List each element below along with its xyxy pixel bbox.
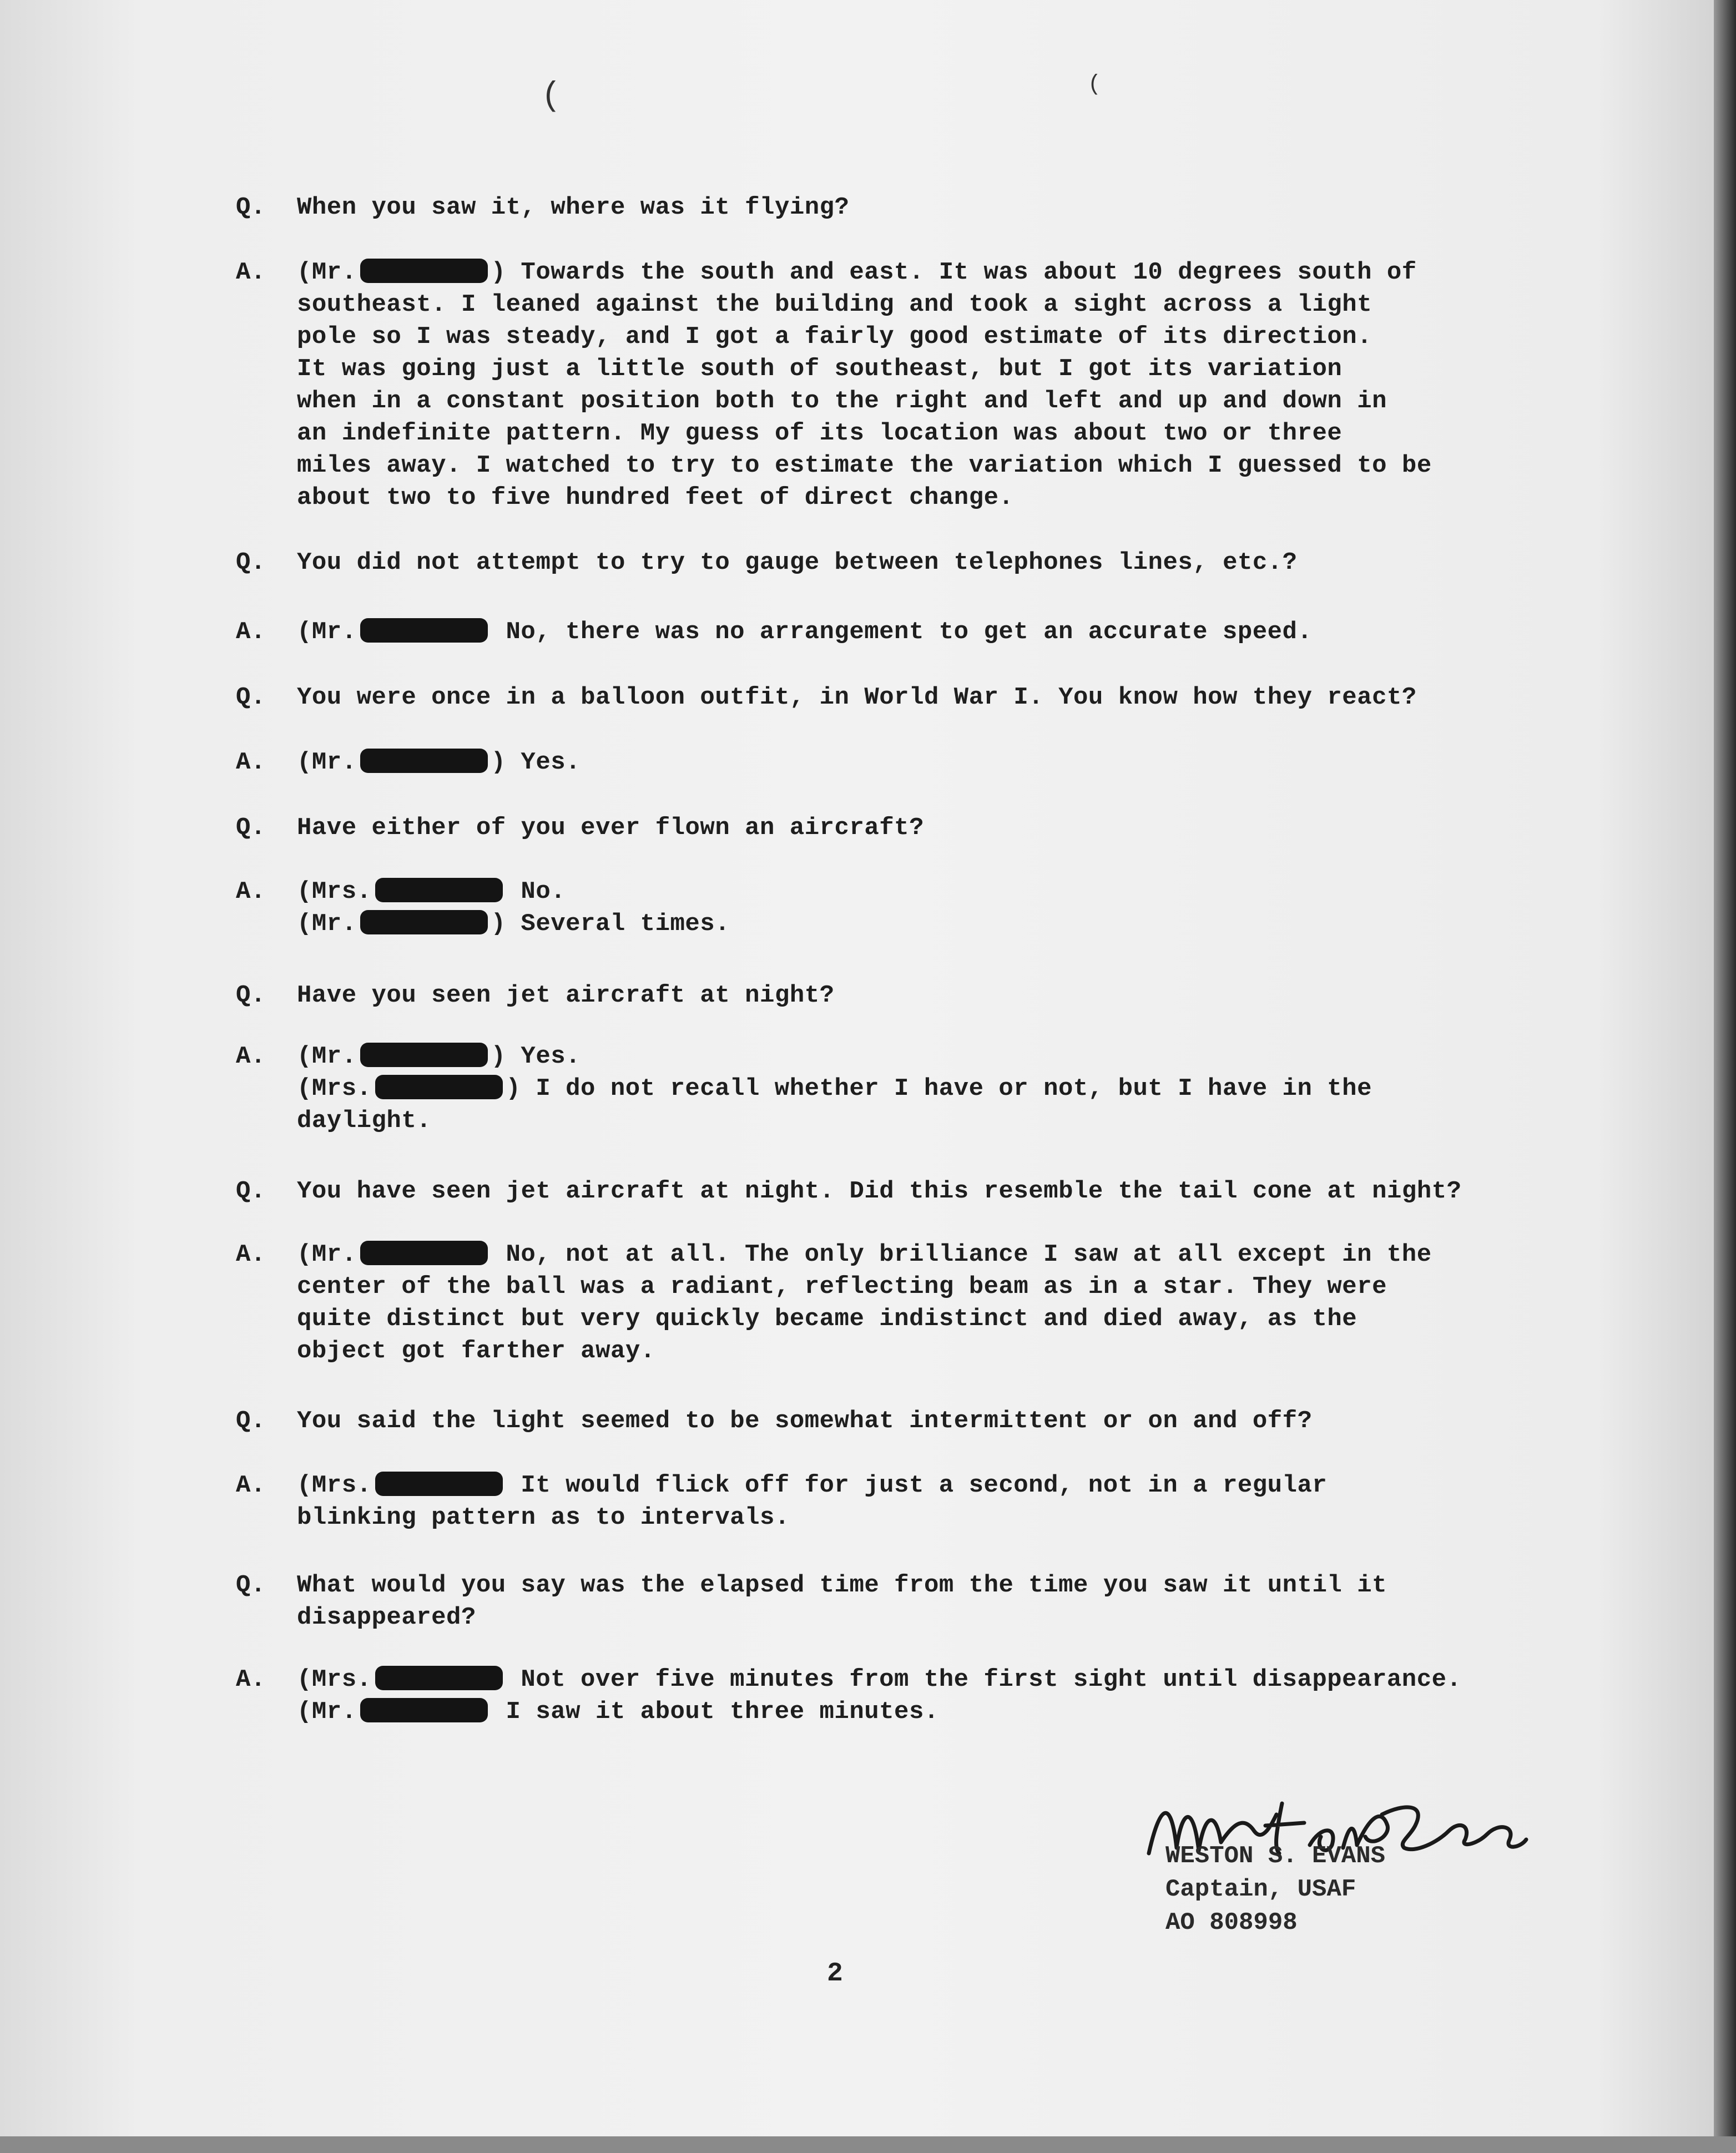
redacted-name: [375, 1075, 503, 1099]
redacted-name: [360, 910, 488, 934]
answer: A. (Mr. ) Yes.: [236, 749, 581, 776]
question: Q. You said the light seemed to be somewhat intermittent or on and off?: [236, 1407, 1313, 1435]
question: Q. You did not attempt to try to gauge between telephones lines, etc.?: [236, 549, 1298, 577]
answer: A. (Mr. ) Yes. (Mrs. ) I do not recall whether I have or not, but I have in the daylight.: [236, 1043, 1372, 1135]
question: Q. You have seen jet aircraft at night. Did this resemble the tail cone at night?: [236, 1177, 1462, 1205]
scan-edge-bottom: [0, 2136, 1736, 2153]
question: Q. When you saw it, where was it flying?: [236, 194, 850, 221]
question: Q. What would you say was the elapsed time from the time you saw it until it disappeared?: [236, 1571, 1387, 1631]
signatory-serial: AO 808998: [1165, 1909, 1298, 1937]
redacted-name: [360, 1241, 488, 1265]
redacted-name: [360, 749, 488, 773]
answer: A. (Mrs. It would flick off for just a second, not in a regular blinking pattern as to intervals.: [236, 1472, 1328, 1532]
answer: A. (Mrs. Not over five minutes from the first sight until disappearance. (Mr. I saw it about three minutes.: [236, 1666, 1462, 1726]
redacted-name: [375, 1472, 503, 1496]
page-number: 2: [827, 1959, 843, 1989]
redacted-name: [360, 618, 488, 643]
question: Q. Have either of you ever flown an aircraft?: [236, 814, 924, 842]
question: Q. You were once in a balloon outfit, in World War I. You know how they react?: [236, 684, 1417, 711]
answer: A. (Mrs. No. (Mr. ) Several times.: [236, 878, 730, 938]
redacted-name: [375, 1666, 503, 1690]
scan-mark: (: [541, 78, 562, 115]
answer: A. (Mr. ) Towards the south and east. It was about 10 degrees south of southeast. I leaned against the building and took a sight across a light pole so I was steady, and I got a fairly good estimate of its direction. It was going just a little south of southeast, but I got its variation when in a constant position both to the right and left and up and down in an indefinite pattern. My guess of its location was about two or three miles away. I watched to try to estimate the variation which I guessed to be about two to five hundred feet of direct change.: [236, 259, 1432, 512]
signatory-name: WESTON S. EVANS: [1165, 1842, 1386, 1870]
redacted-name: [375, 878, 503, 902]
question: Q. Have you seen jet aircraft at night?: [236, 982, 835, 1009]
redacted-name: [360, 1698, 488, 1722]
answer: A. (Mr. No, not at all. The only brilliance I saw at all except in the center of the ball was a radiant, reflecting beam as in a star. They were quite distinct but very quickly became indistinct and died away, as the object got farther away.: [236, 1241, 1432, 1365]
scan-mark: (: [1088, 72, 1102, 97]
signatory-rank: Captain, USAF: [1165, 1876, 1356, 1903]
answer: A. (Mr. No, there was no arrangement to get an accurate speed.: [236, 618, 1313, 646]
redacted-name: [360, 259, 488, 283]
scan-edge-right: [1714, 0, 1736, 2153]
redacted-name: [360, 1043, 488, 1067]
